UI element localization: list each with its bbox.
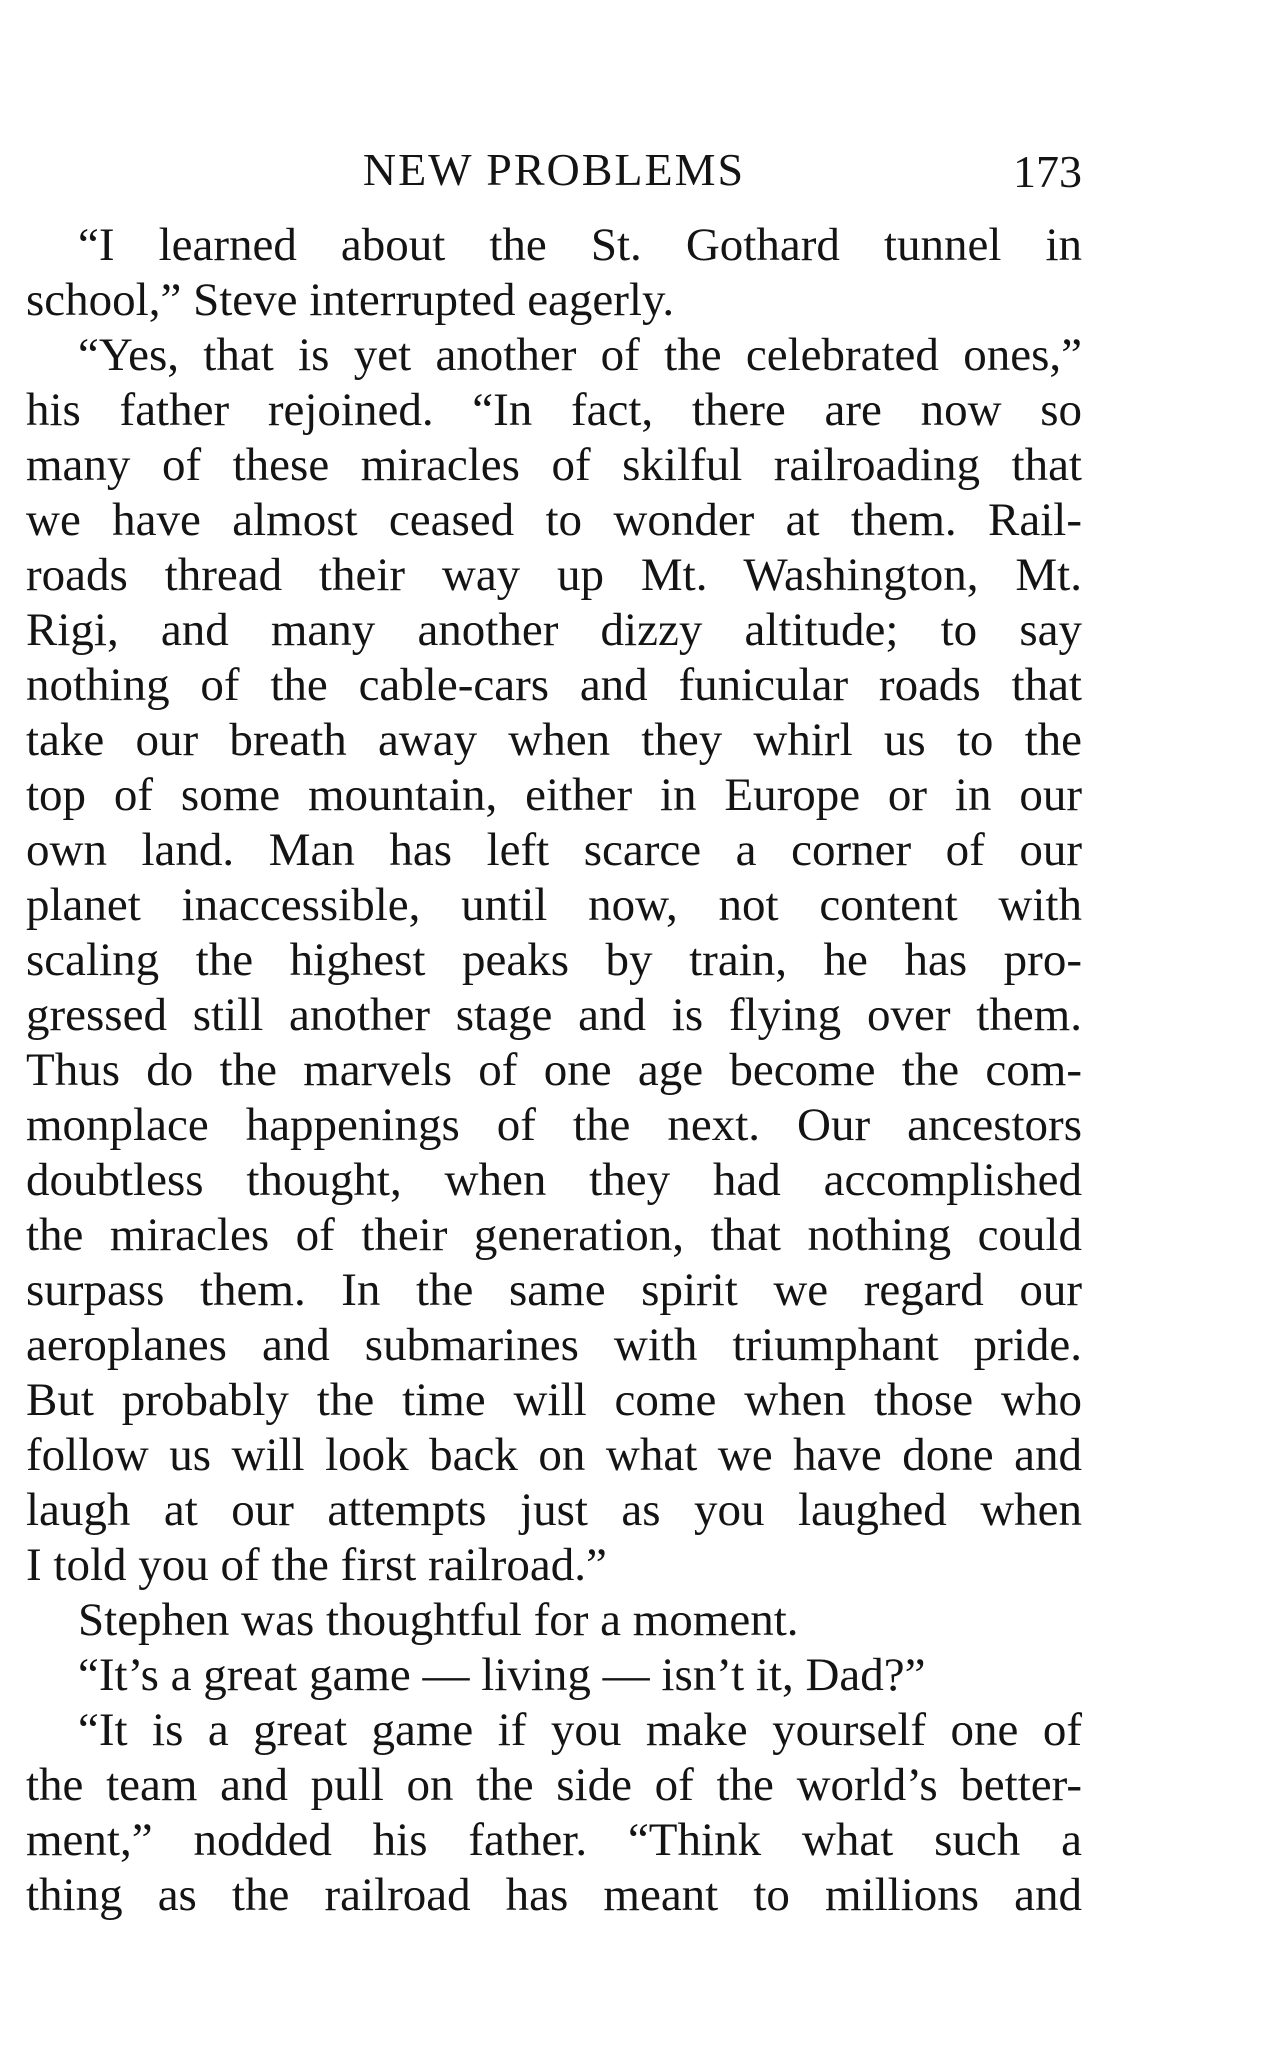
running-title: NEW PROBLEMS xyxy=(362,144,746,195)
text-line-11: top of some mountain, either in Europe or in our xyxy=(26,769,1082,821)
text-line-15: gressed still another stage and is flying over them. xyxy=(26,989,1082,1041)
text-line-1: “I learned about the St. Gothard tunnel in xyxy=(78,219,1082,271)
text-line-22: But probably the time will come when those who xyxy=(26,1374,1082,1426)
text-line-2: school,” Steve interrupted eagerly. xyxy=(26,274,675,326)
text-line-8: Rigi, and many another dizzy altitude; to say xyxy=(26,604,1082,656)
text-line-6: we have almost ceased to wonder at them. Rail- xyxy=(26,494,1082,546)
text-line-18: doubtless thought, when they had accomplished xyxy=(26,1154,1082,1206)
text-line-4: his father rejoined. “In fact, there are now so xyxy=(26,384,1082,436)
text-line-25: I told you of the first railroad.” xyxy=(26,1539,607,1591)
text-line-31: thing as the railroad has meant to millions and xyxy=(26,1869,1082,1921)
text-line-10: take our breath away when they whirl us to the xyxy=(26,714,1082,766)
text-line-5: many of these miracles of skilful railroading that xyxy=(26,439,1082,491)
text-line-13: planet inaccessible, until now, not content with xyxy=(26,879,1082,931)
text-line-30: ment,” nodded his father. “Think what such a xyxy=(26,1814,1082,1866)
text-line-9: nothing of the cable-cars and funicular roads that xyxy=(26,659,1082,711)
text-line-7: roads thread their way up Mt. Washington, Mt. xyxy=(26,549,1082,601)
text-line-16: Thus do the marvels of one age become the com- xyxy=(26,1044,1082,1096)
text-line-14: scaling the highest peaks by train, he has pro- xyxy=(26,934,1082,986)
text-line-29: the team and pull on the side of the world’s better- xyxy=(26,1759,1082,1811)
text-line-3: “Yes, that is yet another of the celebrated ones,” xyxy=(78,329,1082,381)
page-number: 173 xyxy=(1013,146,1082,197)
text-line-12: own land. Man has left scarce a corner of our xyxy=(26,824,1082,876)
text-line-24: laugh at our attempts just as you laughed when xyxy=(26,1484,1082,1536)
text-line-21: aeroplanes and submarines with triumphant pride. xyxy=(26,1319,1082,1371)
text-line-19: the miracles of their generation, that nothing could xyxy=(26,1209,1082,1261)
text-line-20: surpass them. In the same spirit we regard our xyxy=(26,1264,1082,1316)
text-line-23: follow us will look back on what we have done and xyxy=(26,1429,1082,1481)
running-head xyxy=(26,140,1082,200)
text-line-27: “It’s a great game — living — isn’t it, Dad?” xyxy=(78,1649,926,1701)
text-line-26: Stephen was thoughtful for a moment. xyxy=(78,1594,799,1646)
text-line-28: “It is a great game if you make yourself one of xyxy=(78,1704,1082,1756)
text-line-17: monplace happenings of the next. Our ancestors xyxy=(26,1099,1082,1151)
body-text xyxy=(26,218,1082,1923)
